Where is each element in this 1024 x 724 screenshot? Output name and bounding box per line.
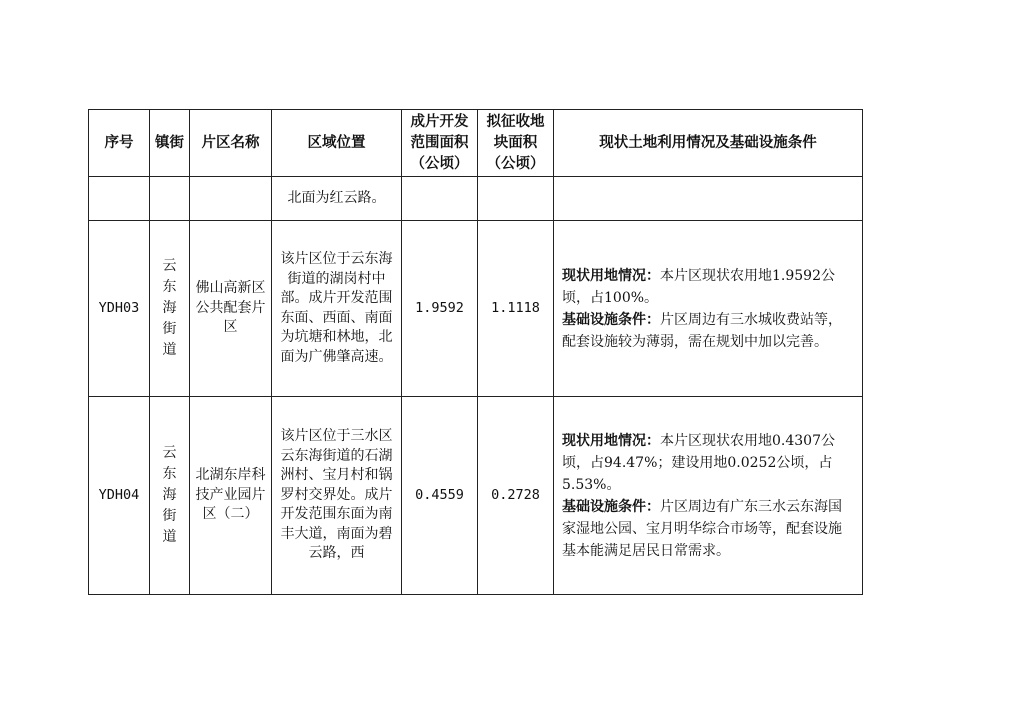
land-use-label: 现状用地情况： — [562, 432, 660, 449]
table-row-continuation — [89, 177, 863, 221]
cell-location-continued: 北面为红云路。 — [272, 177, 402, 221]
header-area-dev: 成片开发范围面积（公顷） — [402, 110, 478, 177]
header-conditions: 现状土地利用情况及基础设施条件 — [554, 110, 863, 177]
cell-empty — [89, 177, 150, 221]
cell-empty — [402, 177, 478, 221]
table-row — [89, 397, 863, 595]
cell-area-dev: 0.4559 — [402, 397, 478, 595]
header-area-acq: 拟征收地块面积（公顷） — [478, 110, 554, 177]
land-use-text: 本片区现状农用地1.9592公顷，占100%。 — [562, 267, 835, 306]
cell-seq: YDH04 — [89, 397, 150, 595]
cell-area-acq: 1.1118 — [478, 221, 554, 397]
land-use-label: 现状用地情况： — [562, 267, 660, 284]
land-use-text: 本片区现状农用地0.4307公顷，占94.47%；建设用地0.0252公顷，占5.53%。 — [562, 432, 835, 493]
cell-town — [150, 221, 190, 397]
header-town: 镇街 — [150, 110, 190, 177]
cell-conditions — [554, 397, 863, 595]
land-development-table — [88, 109, 863, 595]
cell-seq: YDH03 — [89, 221, 150, 397]
cell-area-dev: 1.9592 — [402, 221, 478, 397]
infrastructure-label: 基础设施条件： — [562, 311, 660, 328]
cell-location: 该片区位于三水区云东海街道的石湖洲村、宝月村和锅罗村交界处。成片开发范围东面为南丰大道，南面为碧云路，西 — [272, 397, 402, 595]
cell-empty — [190, 177, 272, 221]
cell-name: 佛山高新区公共配套片区 — [190, 221, 272, 397]
cell-conditions — [554, 221, 863, 397]
cell-empty — [478, 177, 554, 221]
cell-area-acq: 0.2728 — [478, 397, 554, 595]
cell-town — [150, 397, 190, 595]
infrastructure-text: 片区周边有三水城收费站等，配套设施较为薄弱，需在规划中加以完善。 — [562, 311, 842, 350]
cell-empty — [150, 177, 190, 221]
infrastructure-label: 基础设施条件： — [562, 498, 660, 515]
town-text: 云东海街道 — [162, 258, 177, 358]
header-name: 片区名称 — [190, 110, 272, 177]
town-text: 云东海街道 — [162, 445, 177, 545]
cell-empty — [554, 177, 863, 221]
table-header-row — [89, 110, 863, 177]
header-location: 区域位置 — [272, 110, 402, 177]
table-row — [89, 221, 863, 397]
infrastructure-text: 片区周边有广东三水云东海国家湿地公园、宝月明华综合市场等，配套设施基本能满足居民日常需求。 — [562, 498, 842, 559]
cell-location: 该片区位于云东海街道的湖岗村中部。成片开发范围东面、西面、南面为坑塘和林地，北面为广佛肇高速。 — [272, 221, 402, 397]
cell-name: 北湖东岸科技产业园片区（二） — [190, 397, 272, 595]
header-seq: 序号 — [89, 110, 150, 177]
